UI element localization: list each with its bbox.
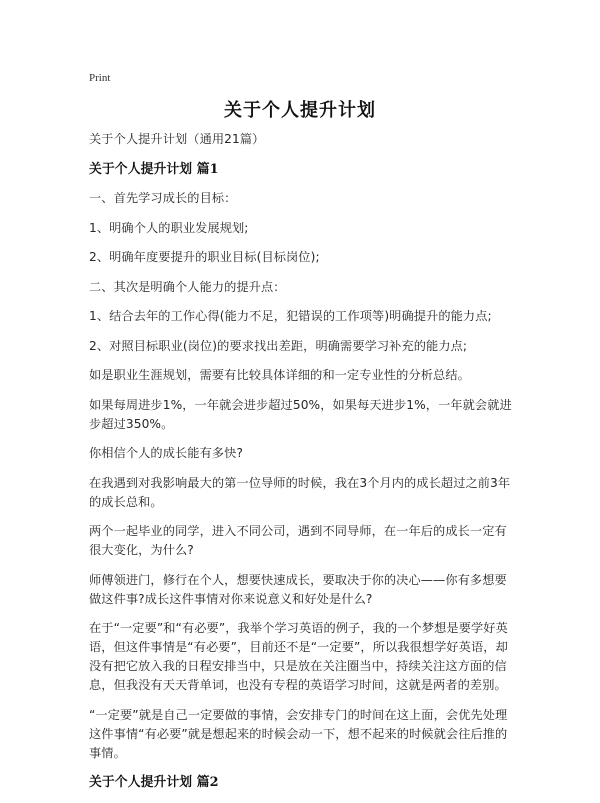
- paragraph: 1、明确个人的职业发展规划;: [89, 220, 249, 235]
- paragraph: 如果每周进步1%，一年就会进步超过50%，如果每天进步1%，一年就会就进步超过350%。: [89, 397, 512, 431]
- paragraph: 一、首先学习成长的目标：: [89, 191, 237, 205]
- paragraph: 在我遇到对我影响最大的第一位导师的时候，我在3个月内的成长超过之前3年的成长总和。: [89, 475, 511, 509]
- section-heading: 关于个人提升计划 篇1: [89, 161, 219, 177]
- document-body: [89, 130, 513, 803]
- paragraph: 2、对照目标职业(岗位)的要求找出差距，明确需要学习补充的能力点;: [89, 338, 468, 353]
- print-label: Print: [89, 72, 111, 84]
- paragraph: 在于“一定要”和“有必要”，我举个学习英语的例子，我的一个梦想是要学好英语，但这件事情是“有必要”，目前还不是“一定要”，所以我很想学好英语，却没有把它放入我的日程安排当中，只是放在关注圈当中，持续关注这方面的信息，但我没有天天背单词，也没有专程的英语学习时间，这就是两者的差别。: [89, 621, 508, 692]
- paragraph: 如是职业生涯规划，需要有比较具体详细的和一定专业性的分析总结。: [89, 368, 470, 382]
- paragraph: “一定要”就是自己一定要做的事情，会安排专门的时间在这上面，会优先处理这件事情“有必要”就是想起来的时候会动一下，想不起来的时候就会往后推的事情。: [89, 707, 508, 760]
- paragraph: 1、结合去年的工作心得(能力不足，犯错误的工作项等)明确提升的能力点;: [89, 309, 492, 323]
- paragraph: 关于个人提升计划（通用21篇）: [89, 132, 265, 146]
- paragraph: 二、其次是明确个人能力的提升点：: [89, 279, 286, 294]
- paragraph: 你相信个人的成长能有多快?: [89, 446, 244, 460]
- paragraph: 师傅领进门，修行在个人，想要快速成长，要取决于你的决心——你有多想要做这件事?成长这件事情对你来说意义和好处是什么?: [89, 572, 507, 606]
- section-heading: 关于个人提升计划 篇2: [89, 775, 219, 790]
- paragraph: 两个一起毕业的同学，进入不同公司，遇到不同导师，在一年后的成长一定有很大变化，为什么?: [89, 524, 507, 557]
- paragraph: 2、明确年度要提升的职业目标(目标岗位);: [89, 250, 320, 264]
- document-title: 关于个人提升计划: [224, 100, 376, 121]
